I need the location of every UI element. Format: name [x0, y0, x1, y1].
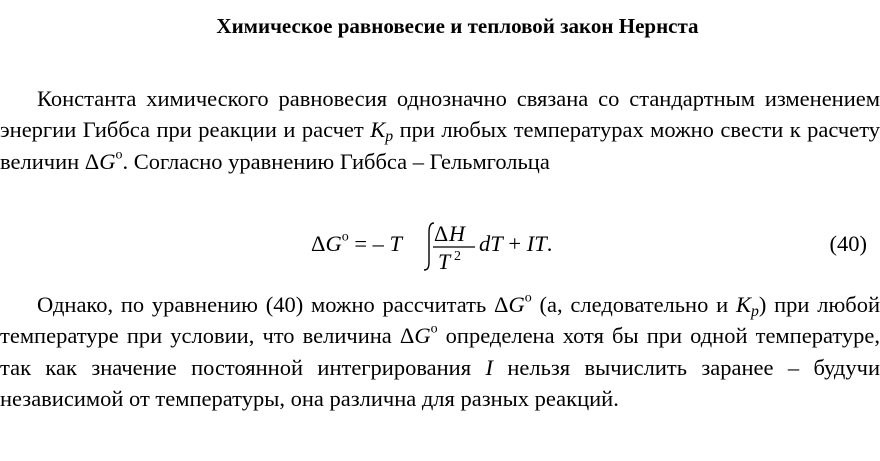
denominator-t: T — [438, 249, 451, 274]
p1-text-1: Константа химического равновесия однозначно связана со стандартным изменением энергии Гиббса при реакции и расчет — [0, 86, 880, 143]
p2-text-2: (а, следовательно и — [531, 292, 736, 317]
numerator-delta: Δ — [434, 221, 449, 246]
eq-equals-minus: = – — [348, 231, 390, 256]
g-symbol: G — [99, 148, 116, 174]
paragraph-2 — [0, 289, 880, 414]
p2-kp-symbol: K — [735, 292, 751, 317]
p2-text-4: определена хотя бы при одной температуре, так как значение постоянной интегрирования — [0, 323, 880, 380]
p2-text-3: ) при любой температуре при условии, что величина Δ — [0, 292, 880, 349]
eq-period: . — [546, 231, 553, 256]
p1-text-2: при любых температурах можно свести к расчету величин Δ — [0, 117, 880, 174]
p2-standard-superscript-1: о — [524, 290, 532, 306]
numerator-h: H — [449, 221, 465, 246]
eq-d: d — [479, 231, 491, 256]
p2-kp-subscript: p — [750, 302, 759, 320]
p2-i-constant: I — [485, 354, 493, 380]
denominator-exponent: 2 — [454, 249, 461, 264]
eq-standard-superscript: о — [341, 229, 349, 245]
eq-g-symbol: G — [325, 231, 342, 256]
eq-delta: Δ — [311, 231, 326, 256]
kp-subscript: p — [385, 128, 394, 146]
eq-t-final: T — [534, 231, 547, 256]
eq-plus: + — [502, 231, 527, 256]
equation-lhs — [311, 231, 402, 257]
equation-number: (40) — [829, 231, 867, 256]
eq-i-constant: I — [526, 231, 535, 256]
eq-t-variable: T — [490, 231, 503, 256]
p2-text-1: Однако, по уравнению (40) можно рассчитать Δ — [37, 292, 509, 317]
integral-sign-icon — [424, 223, 434, 270]
paragraph-1 — [0, 83, 880, 177]
eq-t-symbol: T — [389, 231, 403, 256]
equation-40 — [0, 216, 880, 278]
page-title: Химическое равновесие и тепловой закон Нернста — [216, 14, 699, 38]
standard-state-superscript: о — [115, 147, 123, 163]
p2-standard-superscript-2: о — [430, 321, 438, 337]
kp-symbol: K — [370, 117, 386, 143]
equation-rhs — [479, 231, 552, 257]
integral-fraction — [421, 218, 481, 274]
p2-g-symbol-2: G — [414, 323, 431, 349]
p2-text-5: нельзя вычислить заранее – будучи независимой от температуры, она различна для разных реакций. — [0, 354, 880, 411]
p1-text-3: . Согласно уравнению Гиббса – Гельмгольца — [122, 148, 550, 174]
p2-g-symbol-1: G — [508, 292, 525, 317]
